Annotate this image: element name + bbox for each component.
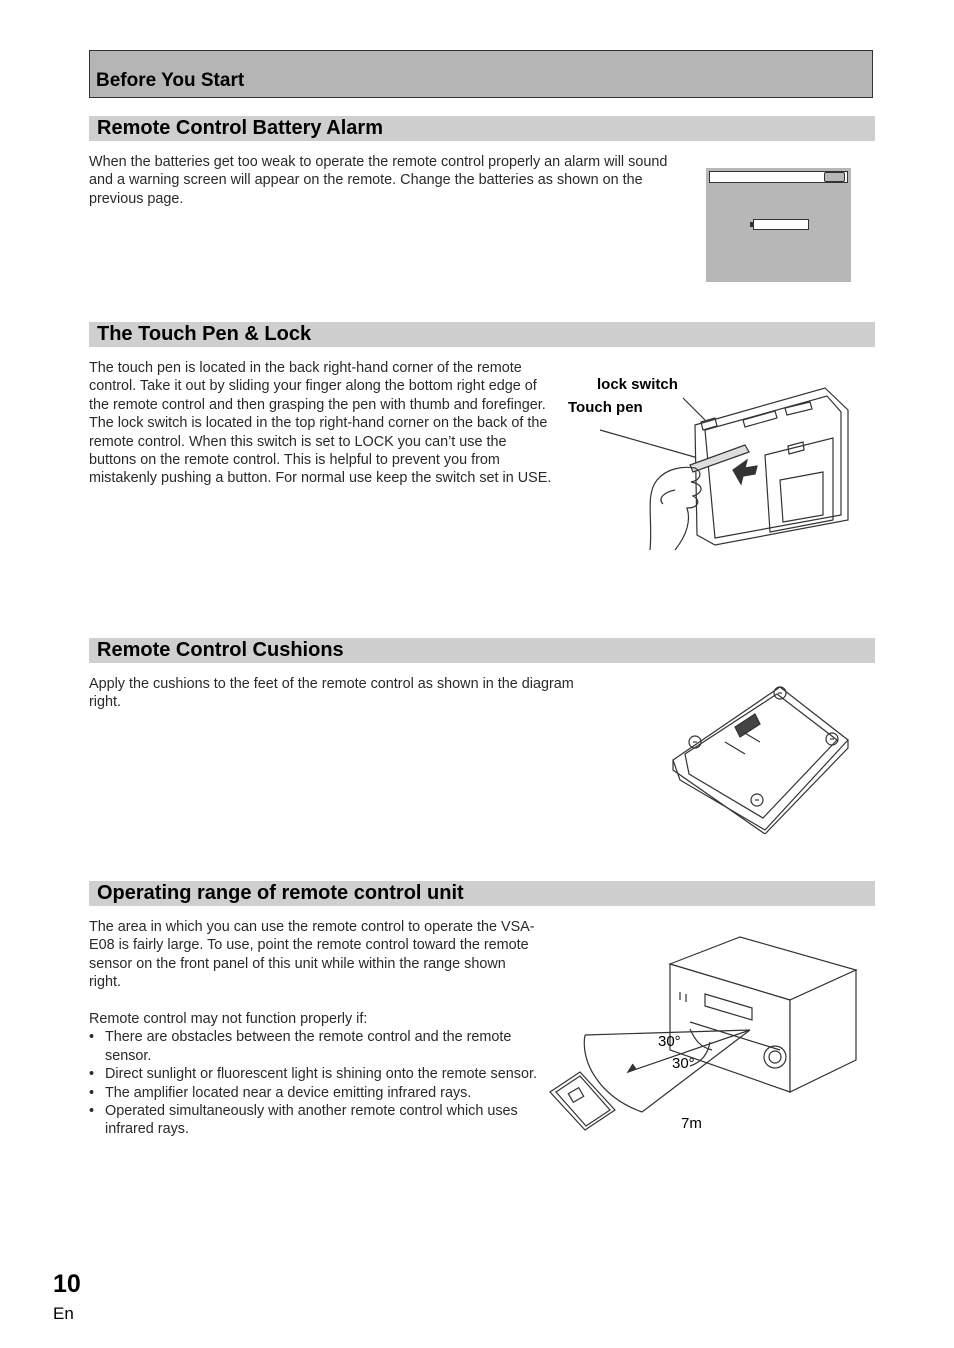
touch-pen-illustration (565, 380, 855, 555)
section-header-operating-range (89, 881, 875, 906)
section-title: Remote Control Battery Alarm (97, 117, 383, 139)
operating-range-text (89, 918, 541, 1139)
section-header-cushions (89, 638, 875, 663)
list-item: • There are obstacles between the remote control and the remote sensor. (89, 1028, 541, 1065)
angle-bottom-label: 30° (672, 1055, 695, 1072)
operating-range-illustration (540, 932, 860, 1137)
malfunction-list (89, 1028, 541, 1138)
battery-terminal (750, 222, 753, 227)
battery-warning-screen-illustration (706, 168, 851, 282)
section-header-touch-pen (89, 322, 875, 347)
list-item: • The amplifier located near a device emitting infrared rays. (89, 1084, 541, 1102)
lock-switch-paragraph: The lock switch is located in the top right-hand corner on the back of the remote control. When this switch is set to LOCK you can’t use the buttons on the remote control. This is helpful to prevent you from mistakenly pushing a button. For normal use keep the switch set in USE. (89, 415, 552, 487)
list-item: • Operated simultaneously with another remote control which uses infrared rays. (89, 1102, 541, 1139)
distance-label: 7m (681, 1115, 702, 1132)
battery-alarm-text: When the batteries get too weak to operate the remote control properly an alarm will sound and a warning screen will appear on the remote. Change the batteries as shown on the previous page. (89, 154, 668, 207)
list-item: • Direct sunlight or fluorescent light is shining onto the remote sensor. (89, 1065, 541, 1083)
chapter-header (89, 50, 873, 98)
warning-close-box (824, 172, 845, 182)
lock-switch-label: lock switch (597, 376, 678, 393)
battery-icon (753, 219, 809, 230)
angle-top-label: 30° (658, 1033, 681, 1050)
section-title: The Touch Pen & Lock (97, 323, 312, 345)
cushions-text: Apply the cushions to the feet of the remote control as shown in the diagram right. (89, 676, 574, 711)
section-title: Remote Control Cushions (97, 639, 344, 661)
touch-pen-paragraph: The touch pen is located in the back right-hand corner of the remote control. Take it out by sliding your finger along the bottom right edge of the remote control and then grasping the pen with thumb and forefinger. (89, 360, 546, 413)
chapter-title: Before You Start (96, 70, 245, 91)
malfunction-intro: Remote control may not function properly if: (89, 1011, 368, 1028)
touch-pen-text (89, 359, 555, 488)
page-number: 10 (53, 1270, 81, 1298)
section-title: Operating range of remote control unit (97, 882, 464, 904)
cushions-illustration (665, 682, 855, 834)
section-header-battery-alarm (89, 116, 875, 141)
language-code: En (53, 1304, 74, 1323)
operating-range-paragraph: The area in which you can use the remote control to operate the VSA-E08 is fairly large. To use, point the remote control toward the remote sensor on the front panel of this unit while within the range shown right. (89, 919, 535, 991)
touch-pen-label: Touch pen (568, 399, 643, 416)
